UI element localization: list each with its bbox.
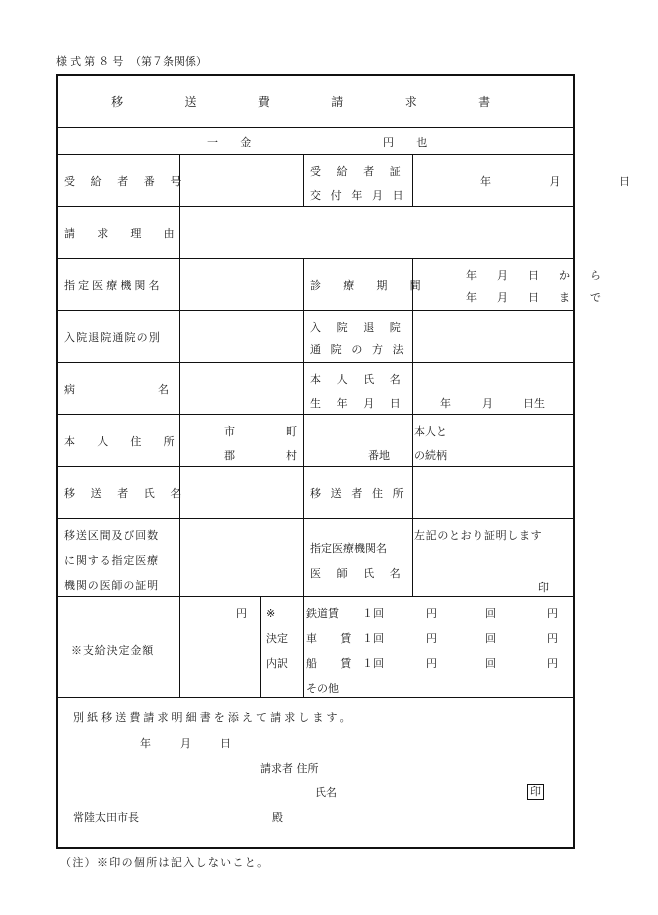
rule-row4 xyxy=(56,362,575,363)
label-cert-2: 交 付 年 月 日 xyxy=(310,189,407,202)
label-hospitalization-type: 入院退院通院の別 xyxy=(64,331,161,344)
payment-mark: ※ xyxy=(266,607,276,620)
payment-unit-yen: 円 xyxy=(426,607,437,620)
birth-year: 年 xyxy=(440,397,451,410)
period-to: 年 月 日 ま で xyxy=(466,291,610,304)
seal-box xyxy=(527,784,544,800)
footer-addressee: 常陸太田市長 xyxy=(73,811,139,824)
rule-row7 xyxy=(56,518,575,519)
rule-col3-b xyxy=(412,258,413,596)
footer-claimant-address: 請求者 住所 xyxy=(260,762,319,775)
footer-year: 年 xyxy=(140,737,151,750)
addr-banchi: 番地 xyxy=(368,449,390,462)
amount-prefix: 一 金 xyxy=(207,136,261,149)
label-designated-institution: 指定医療機関名 xyxy=(64,279,163,292)
period-from: 年 月 日 か ら xyxy=(466,269,610,282)
footer-month: 月 xyxy=(180,737,191,750)
rule-col2-b xyxy=(303,258,304,596)
addr-county: 郡 xyxy=(224,449,235,462)
rule-col2-a xyxy=(303,154,304,206)
relation-2: の続柄 xyxy=(414,449,447,462)
footer-honorific: 殿 xyxy=(272,811,283,824)
addr-city: 市 xyxy=(224,425,235,438)
rule-row3 xyxy=(56,310,575,311)
label-disease: 病 xyxy=(64,383,75,396)
rule-row1 xyxy=(56,206,575,207)
birth-day: 日生 xyxy=(523,397,545,410)
seal-box-label: 印 xyxy=(530,785,541,798)
label-transporter-address: 移 送 者 住 所 xyxy=(310,487,407,500)
footnote: （注）※印の個所は記入しないこと。 xyxy=(60,856,270,869)
seal-mark: 印 xyxy=(538,581,549,594)
certify-text: 左記のとおり証明します xyxy=(414,529,543,542)
label-address: 本 人 住 所 xyxy=(64,435,184,448)
payment-total: 円 xyxy=(547,657,558,670)
label-proof-2: に関する指定医療 xyxy=(64,554,160,567)
payment-times: 回 xyxy=(485,607,496,620)
footer-day: 日 xyxy=(220,737,231,750)
label-payment: ※支給決定金額 xyxy=(71,644,155,657)
label-period: 診 療 期 間 xyxy=(310,279,430,292)
addr-town: 町 xyxy=(286,425,297,438)
payment-kind: 車 賃 xyxy=(306,632,362,645)
payment-count: １回 xyxy=(362,607,384,620)
label-reason: 請 求 理 由 xyxy=(64,227,184,240)
payment-yen: 円 xyxy=(236,607,247,620)
footer-attach-text: 別紙移送費請求明細書を添えて請求します。 xyxy=(73,711,354,724)
label-transporter-name: 移 送 者 氏 名 xyxy=(64,487,188,500)
payment-decision-1: 決定 xyxy=(266,632,288,645)
amount-suffix: 円 也 xyxy=(383,136,437,149)
label-recipient-number: 受 給 者 番 号 xyxy=(64,175,188,188)
payment-times: 回 xyxy=(485,657,496,670)
label-proof-3: 機関の医師の証明 xyxy=(64,579,160,592)
rule-amount xyxy=(56,154,575,155)
payment-total: 円 xyxy=(547,632,558,645)
footer-claimant-name: 氏名 xyxy=(315,786,337,799)
rule-row6 xyxy=(56,466,575,467)
payment-kind: 鉄道賃 xyxy=(306,607,339,620)
rule-pay-a xyxy=(260,596,261,697)
payment-decision-2: 内訳 xyxy=(266,657,288,670)
label-doctor-2: 医 師 氏 名 xyxy=(310,567,407,580)
payment-kind: 船 賃 xyxy=(306,657,362,670)
payment-times: 回 xyxy=(485,632,496,645)
label-method-1: 入 院 退 院 xyxy=(310,321,407,334)
label-doctor-1: 指定医療機関名 xyxy=(310,542,387,555)
label-proof-1: 移送区間及び回数 xyxy=(64,529,160,542)
rule-row9 xyxy=(56,697,575,698)
payment-unit-yen: 円 xyxy=(426,657,437,670)
label-method-2: 通 院 の 方 法 xyxy=(310,343,407,356)
payment-unit-yen: 円 xyxy=(426,632,437,645)
label-cert-1: 受 給 者 証 xyxy=(310,165,407,178)
label-disease-2: 名 xyxy=(158,383,169,396)
relation-1: 本人と xyxy=(414,425,447,438)
payment-count: １回 xyxy=(362,632,384,645)
rule-col3-a xyxy=(412,154,413,206)
payment-other: その他 xyxy=(306,682,339,695)
payment-total: 円 xyxy=(547,607,558,620)
cert-date: 年 月 日 xyxy=(480,175,658,188)
form-relation: （第７条関係） xyxy=(130,55,207,68)
addr-village: 村 xyxy=(286,449,297,462)
form-number: 様式第８号 xyxy=(56,55,127,68)
label-person-name: 本 人 氏 名 xyxy=(310,373,407,386)
rule-row8 xyxy=(56,596,575,597)
label-birth: 生 年 月 日 xyxy=(310,397,407,410)
rule-pay-b xyxy=(303,596,304,697)
rule-title xyxy=(56,127,575,128)
payment-count: １回 xyxy=(362,657,384,670)
page-title: 移 送 費 請 求 書 xyxy=(111,95,519,109)
rule-row2 xyxy=(56,258,575,259)
rule-row5 xyxy=(56,414,575,415)
birth-month: 月 xyxy=(482,397,493,410)
